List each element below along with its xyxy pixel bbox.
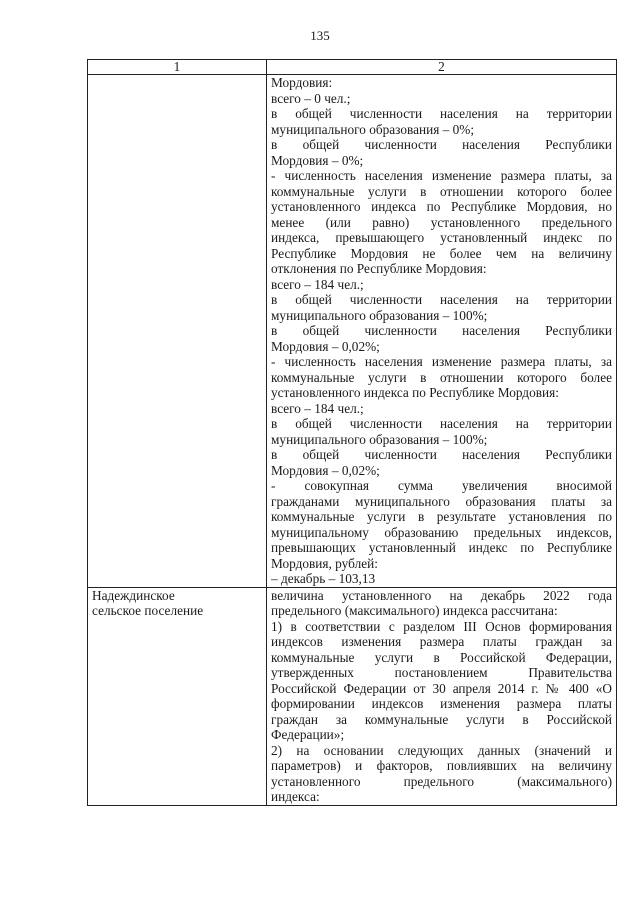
municipality-name-line: сельское поселение [92, 603, 204, 618]
table-header-row [88, 60, 617, 75]
text-line: утвержденных постановлением Правительства [271, 665, 612, 680]
text-line: Российской Федерации от 30 апреля 2014 г. № 400 «О [271, 680, 612, 696]
text-line: коммунальные услуги в отношении которого более [271, 183, 612, 199]
text-line: установленного индекса по Республике Мордовия, но [271, 199, 612, 214]
text-line: установленного предельного (максимального) [271, 773, 612, 789]
text-line: всего – 184 чел.; [271, 276, 364, 292]
text-line: Мордовия – 0,02%; [271, 338, 380, 354]
municipality-name-line: Надеждинское [92, 587, 175, 603]
text-line: Мордовия – 0,02%; [271, 462, 380, 478]
text-line: коммунальные услуги в Российской Федерации, [271, 649, 612, 665]
text-line: муниципального образования – 100%; [271, 431, 488, 447]
text-line: - совокупная сумма увеличения вносимой [271, 478, 612, 493]
text-line: всего – 184 чел.; [271, 400, 364, 416]
text-line: превышающих установленный индекс по Республике [271, 540, 612, 555]
text-line: менее (или равно) установленного предельного [271, 214, 612, 230]
text-line: индекса, превышающего установленный индекс по [271, 230, 612, 245]
text-line: в общей численности населения Республики [271, 323, 612, 338]
text-line: – декабрь – 103,13 [271, 571, 376, 586]
text-line: предельного (максимального) индекса рассчитана: [271, 603, 558, 618]
text-line: Мордовия, рублей: [271, 555, 378, 571]
row-2-municipality-cell [88, 587, 267, 805]
tariff-table [87, 59, 617, 806]
text-line: всего – 0 чел.; [271, 90, 351, 106]
text-line: 1) в соответствии с разделом III Основ формирования [271, 618, 612, 634]
text-line: Республике Мордовия не более чем на величину [271, 245, 612, 261]
text-line: в общей численности населения Республики [271, 137, 612, 152]
text-line: в общей численности населения на территории [271, 292, 612, 307]
page-number: 135 [310, 28, 330, 43]
text-line: 2) на основании следующих данных (значений и [271, 742, 612, 758]
text-line: - численность населения изменение размера платы, за [271, 354, 612, 369]
text-line: в общей численности населения на территории [271, 416, 612, 431]
column-header-1: 1 [88, 60, 267, 75]
text-line: муниципального образования – 100%; [271, 307, 488, 323]
text-line: установленного индекса по Республике Мордовия: [271, 385, 559, 400]
text-line: гражданами муниципального образования платы за [271, 493, 612, 509]
text-line: Мордовия – 0%; [271, 152, 364, 168]
column-header-2: 2 [267, 60, 617, 75]
text-line: Мордовия: [271, 75, 333, 90]
text-line: отклонения по Республике Мордовия: [271, 261, 487, 276]
row-1-description-cell [267, 75, 617, 588]
text-line: в общей численности населения Республики [271, 447, 612, 462]
text-line: индекса: [271, 789, 320, 804]
text-line: муниципальному образованию предельных индексов, [271, 524, 612, 540]
text-line: величина установленного на декабрь 2022 года [271, 587, 612, 603]
text-line: коммунальные услуги в отношении которого более [271, 369, 612, 385]
text-line: - численность населения изменение размера платы, за [271, 168, 612, 183]
text-line: муниципального образования – 0%; [271, 121, 475, 137]
text-line: формировании индексов изменения размера платы [271, 696, 612, 711]
row-2-description-cell [267, 587, 617, 805]
row-1-municipality-cell [88, 75, 267, 588]
table-row [88, 587, 617, 805]
text-line: коммунальные услуги в результате установления по [271, 509, 612, 524]
text-line: граждан за коммунальные услуги в Российской [271, 711, 612, 727]
text-line: параметров) и факторов, повлиявших на величину [271, 758, 612, 773]
text-line: индексов изменения размера платы граждан за [271, 634, 612, 649]
text-line: Федерации»; [271, 727, 345, 742]
text-line: в общей численности населения на территории [271, 106, 612, 121]
table-row [88, 75, 617, 588]
